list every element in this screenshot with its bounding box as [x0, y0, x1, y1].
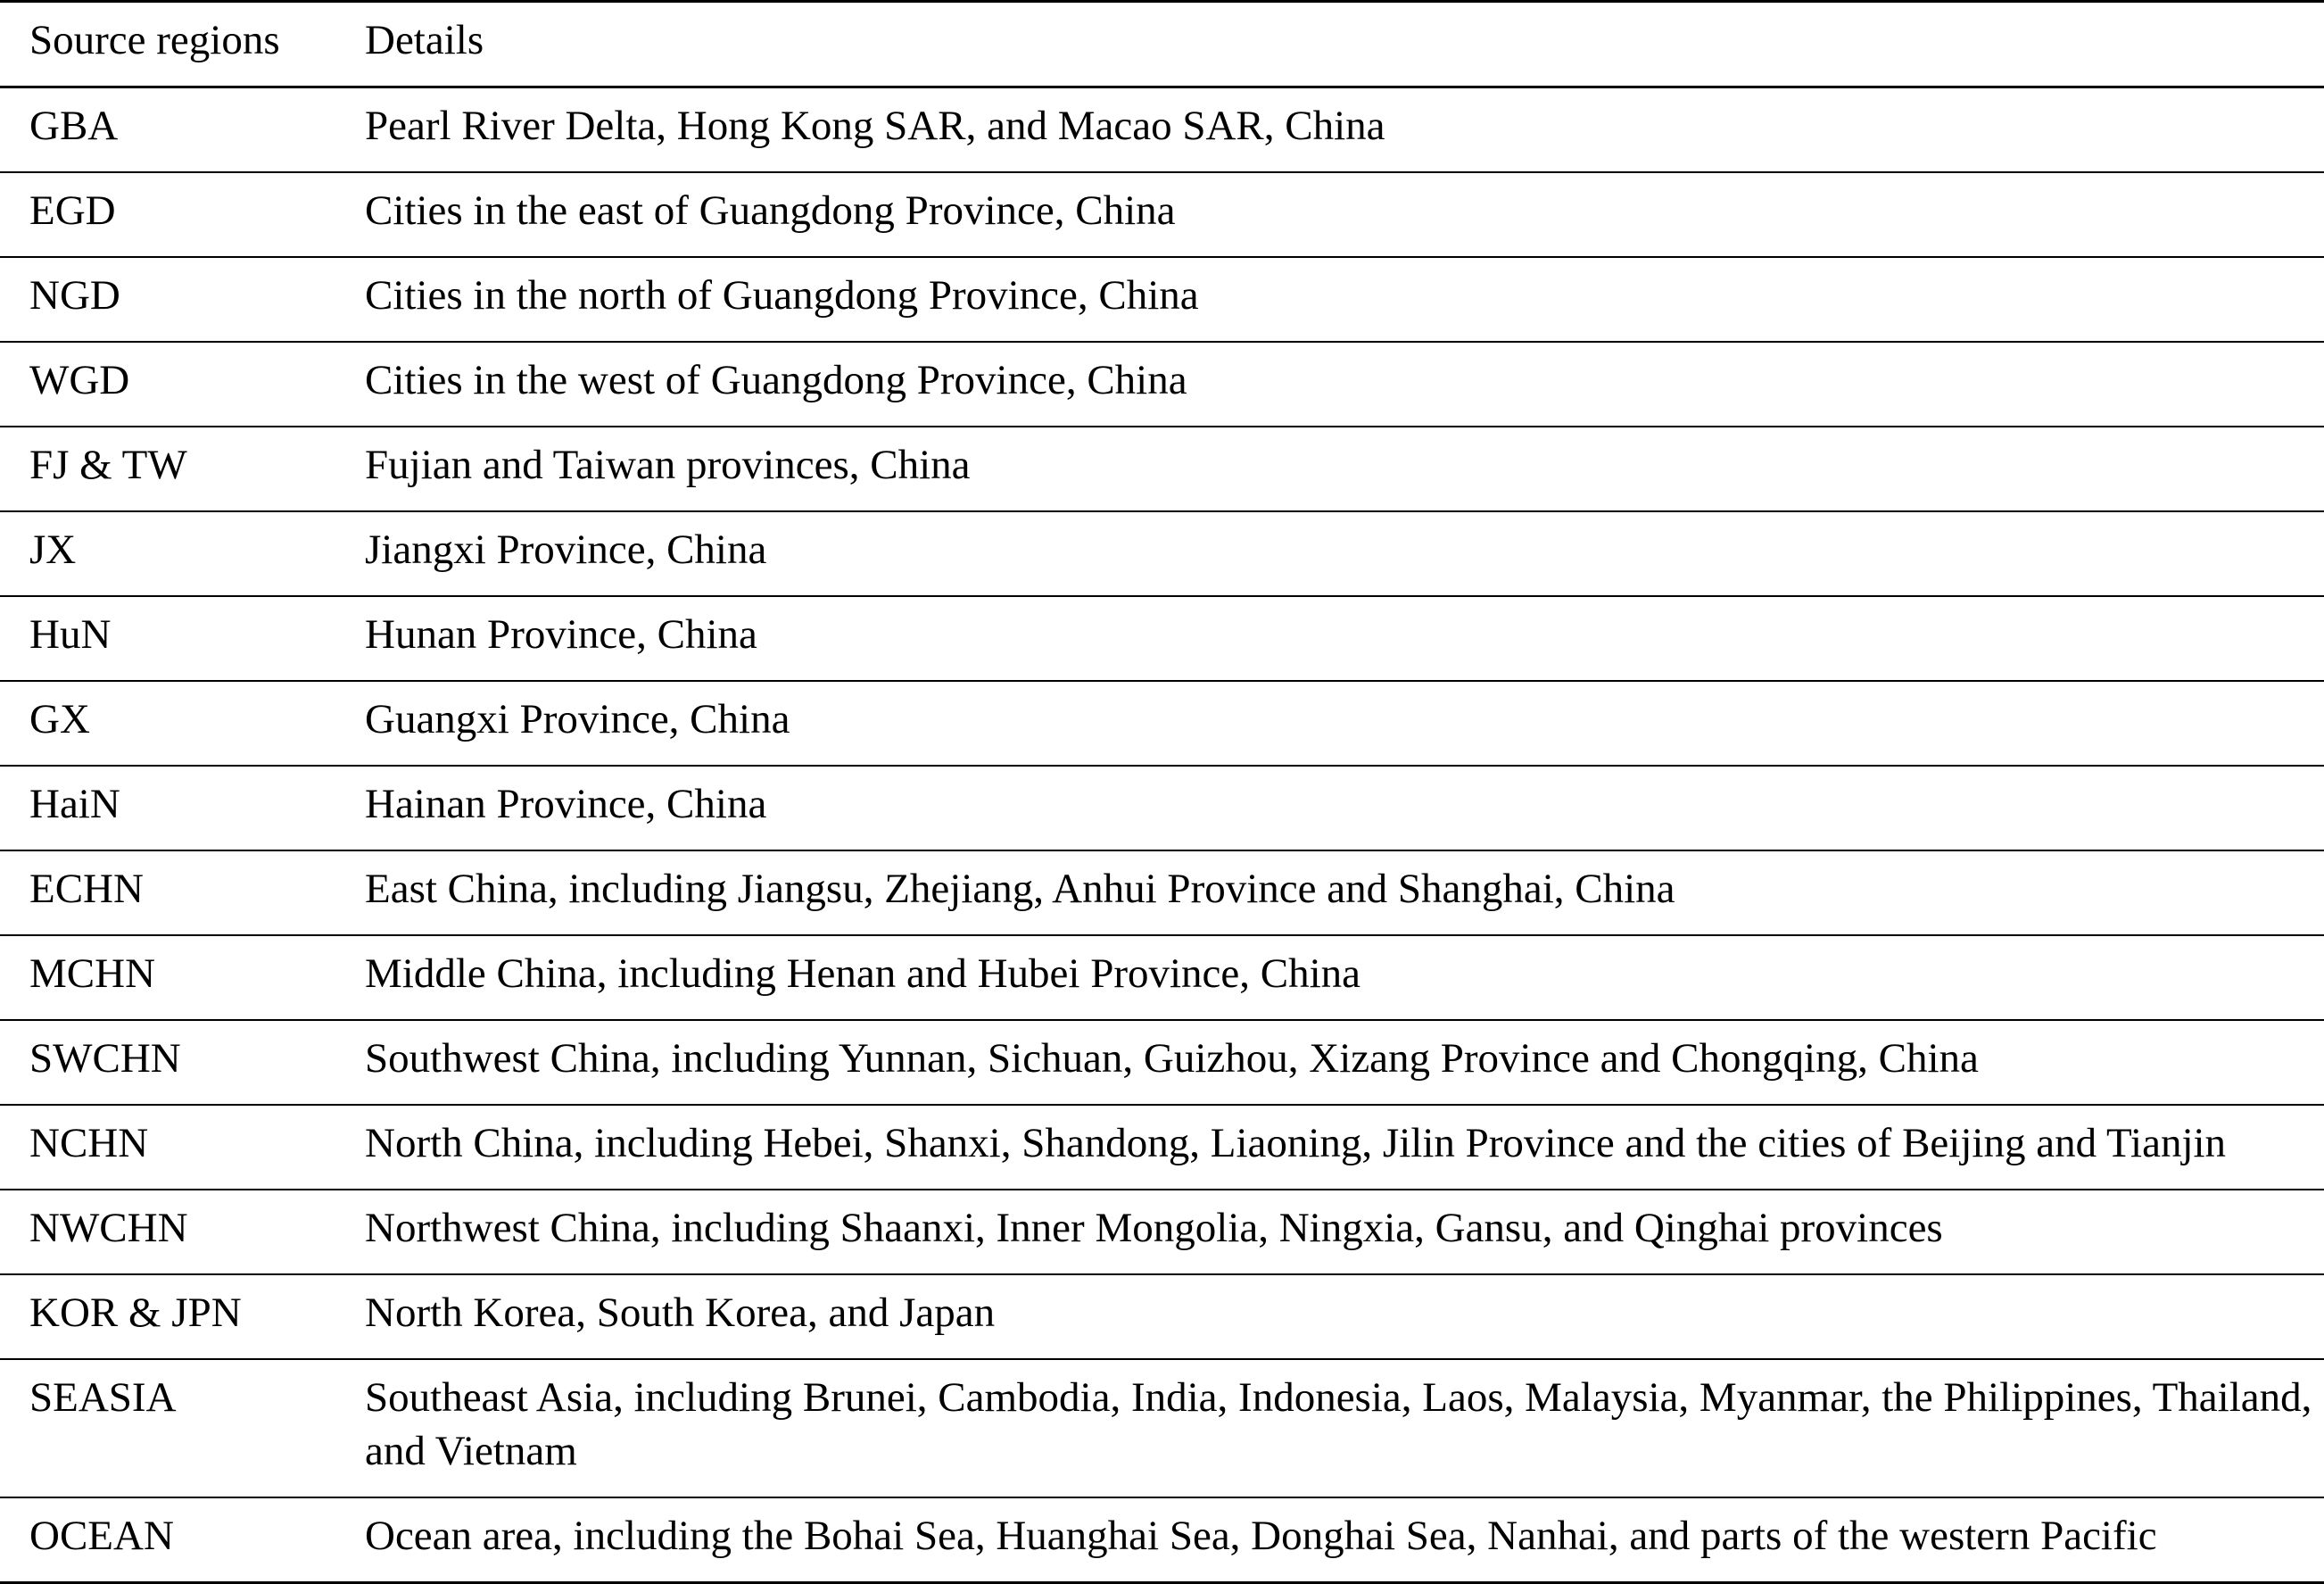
details-cell: Middle China, including Henan and Hubei Province, China: [335, 935, 2324, 1020]
details-cell: Ocean area, including the Bohai Sea, Huanghai Sea, Donghai Sea, Nanhai, and parts of the western Pacific: [335, 1497, 2324, 1583]
region-cell: MCHN: [0, 935, 335, 1020]
table-row: [0, 511, 2324, 596]
table-row: [0, 1105, 2324, 1190]
table-row: [0, 681, 2324, 766]
details-cell: Jiangxi Province, China: [335, 511, 2324, 596]
region-cell: GX: [0, 681, 335, 766]
region-cell: ECHN: [0, 850, 335, 935]
region-cell: EGD: [0, 172, 335, 257]
table-row: [0, 596, 2324, 681]
table-row: [0, 427, 2324, 511]
details-cell: Guangxi Province, China: [335, 681, 2324, 766]
region-cell: JX: [0, 511, 335, 596]
table-row: [0, 172, 2324, 257]
region-cell: NCHN: [0, 1105, 335, 1190]
details-cell: Cities in the east of Guangdong Province, China: [335, 172, 2324, 257]
column-header-details: Details: [335, 2, 2324, 87]
region-cell: HuN: [0, 596, 335, 681]
table-row: [0, 87, 2324, 173]
table-row: [0, 1359, 2324, 1497]
table-row: [0, 342, 2324, 427]
region-cell: NWCHN: [0, 1190, 335, 1274]
details-cell: Pearl River Delta, Hong Kong SAR, and Macao SAR, China: [335, 87, 2324, 173]
region-cell: WGD: [0, 342, 335, 427]
table-row: [0, 935, 2324, 1020]
details-cell: Hunan Province, China: [335, 596, 2324, 681]
details-cell: Hainan Province, China: [335, 766, 2324, 850]
table-row: [0, 1190, 2324, 1274]
table-row: [0, 257, 2324, 342]
details-cell: East China, including Jiangsu, Zhejiang, Anhui Province and Shanghai, China: [335, 850, 2324, 935]
region-cell: HaiN: [0, 766, 335, 850]
details-cell: North China, including Hebei, Shanxi, Shandong, Liaoning, Jilin Province and the cities of Beijing and Tianjin: [335, 1105, 2324, 1190]
details-cell: Southeast Asia, including Brunei, Cambodia, India, Indonesia, Laos, Malaysia, Myanmar, the Philippines, Thailand, and Vietnam: [335, 1359, 2324, 1497]
details-cell: Cities in the west of Guangdong Province, China: [335, 342, 2324, 427]
region-cell: SEASIA: [0, 1359, 335, 1497]
column-header-source-regions: Source regions: [0, 2, 335, 87]
region-cell: SWCHN: [0, 1020, 335, 1105]
details-cell: Northwest China, including Shaanxi, Inner Mongolia, Ningxia, Gansu, and Qinghai provinces: [335, 1190, 2324, 1274]
details-cell: Fujian and Taiwan provinces, China: [335, 427, 2324, 511]
region-cell: KOR & JPN: [0, 1274, 335, 1359]
region-cell: NGD: [0, 257, 335, 342]
details-cell: Southwest China, including Yunnan, Sichuan, Guizhou, Xizang Province and Chongqing, China: [335, 1020, 2324, 1105]
details-cell: Cities in the north of Guangdong Province, China: [335, 257, 2324, 342]
region-cell: GBA: [0, 87, 335, 173]
region-cell: OCEAN: [0, 1497, 335, 1583]
table-row: [0, 1274, 2324, 1359]
table-row: [0, 850, 2324, 935]
table-header-row: [0, 2, 2324, 87]
table-row: [0, 1497, 2324, 1583]
details-cell: North Korea, South Korea, and Japan: [335, 1274, 2324, 1359]
region-cell: FJ & TW: [0, 427, 335, 511]
table-row: [0, 1020, 2324, 1105]
table-row: [0, 766, 2324, 850]
